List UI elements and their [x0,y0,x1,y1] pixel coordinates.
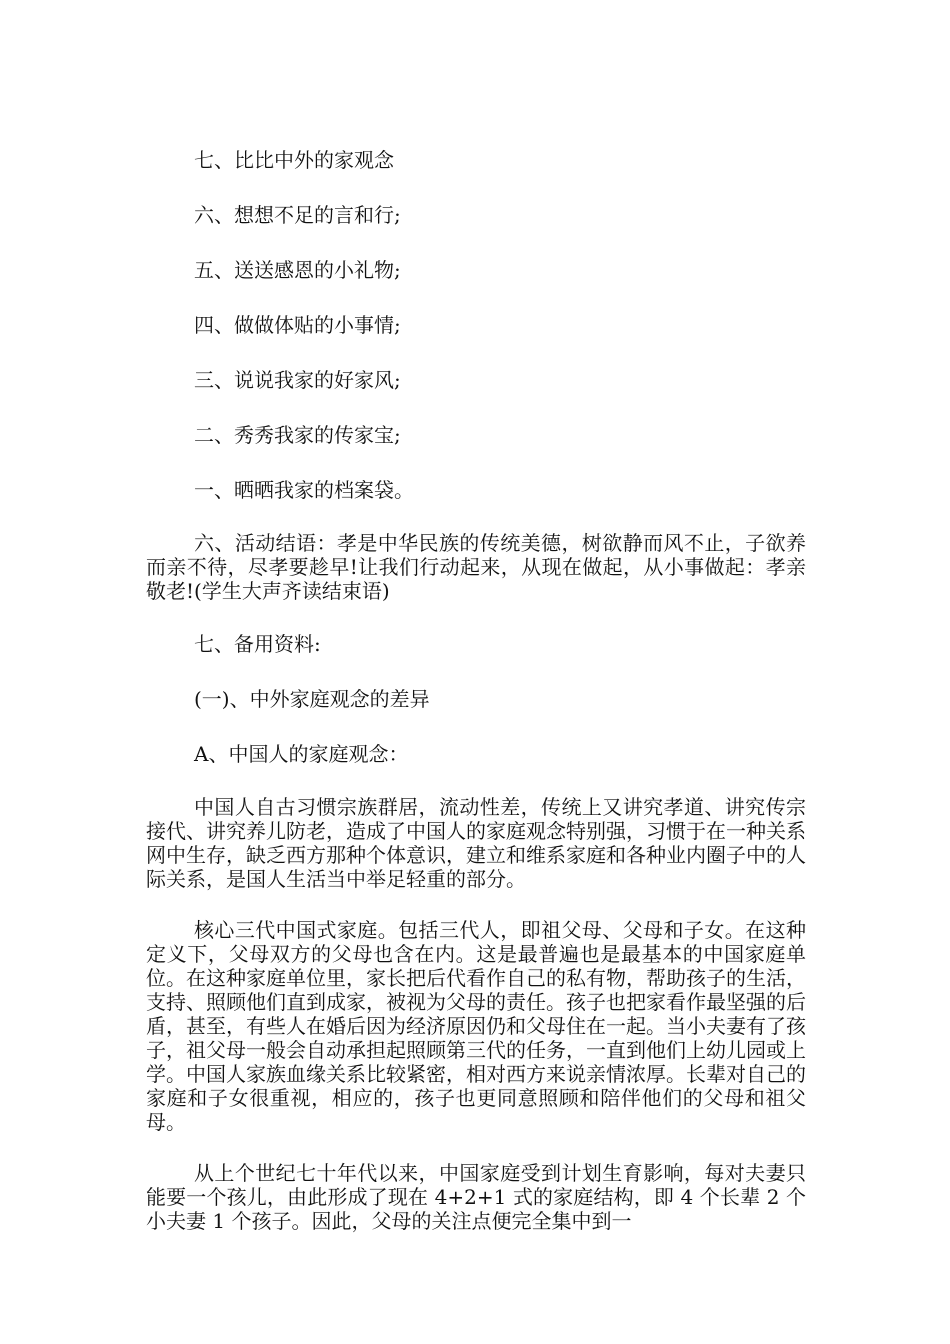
closing-paragraph: 六、活动结语：孝是中华民族的传统美德，树欲静而风不止，子欲养而亲不待，尽孝要趁早!让我们行动起来，从现在做起，从小事做起：孝亲敬老!(学生大声齐读结束语) [146,531,806,603]
body-paragraph: 核心三代中国式家庭。包括三代人，即祖父母、父母和子女。在这种定义下，父母双方的父母也含在内。这是最普遍也是最基本的中国家庭单位。在这种家庭单位里，家长把后代看作自己的私有物，帮助孩子的生活，支持、照顾他们直到成家，被视为父母的责任。孩子也把家看作最坚强的后盾，甚至，有些人在婚后因为经济原因仍和父母住在一起。当小夫妻有了孩子，祖父母一般会自动承担起照顾第三代的任务，一直到他们上幼儿园或上学。中国人家族血缘关系比较紧密，相对西方来说亲情浓厚。长辈对自己的家庭和子女很重视，相应的，孩子也更同意照顾和陪伴他们的父母和祖父母。 [146,918,806,1134]
list-item: 六、想想不足的言和行; [194,203,401,227]
list-item: 七、比比中外的家观念 [194,148,394,172]
list-item: 三、说说我家的好家风; [194,368,401,392]
subsection-heading: (一)、中外家庭观念的差异 [194,687,430,711]
list-item: 二、秀秀我家的传家宝; [194,423,401,447]
section-heading: 七、备用资料: [194,632,321,656]
body-paragraph: 中国人自古习惯宗族群居，流动性差，传统上又讲究孝道、讲究传宗接代、讲究养儿防老，造成了中国人的家庭观念特别强，习惯于在一种关系网中生存，缺乏西方那种个体意识，建立和维系家庭和各种业内圈子中的人际关系，是国人生活当中举足轻重的部分。 [146,795,806,891]
body-paragraph: 从上个世纪七十年代以来，中国家庭受到计划生育影响，每对夫妻只能要一个孩儿，由此形成了现在 4+2+1 式的家庭结构，即 4 个长辈 2 个小夫妻 1 个孩子。因此，父母的关注点便完全集中到一 [146,1161,806,1233]
sub-subsection-heading: A、中国人的家庭观念： [194,742,409,766]
list-item: 四、做做体贴的小事情; [194,313,401,337]
document-body [146,146,806,1260]
list-item: 五、送送感恩的小礼物; [194,258,401,282]
list-item: 一、晒晒我家的档案袋。 [194,478,414,502]
